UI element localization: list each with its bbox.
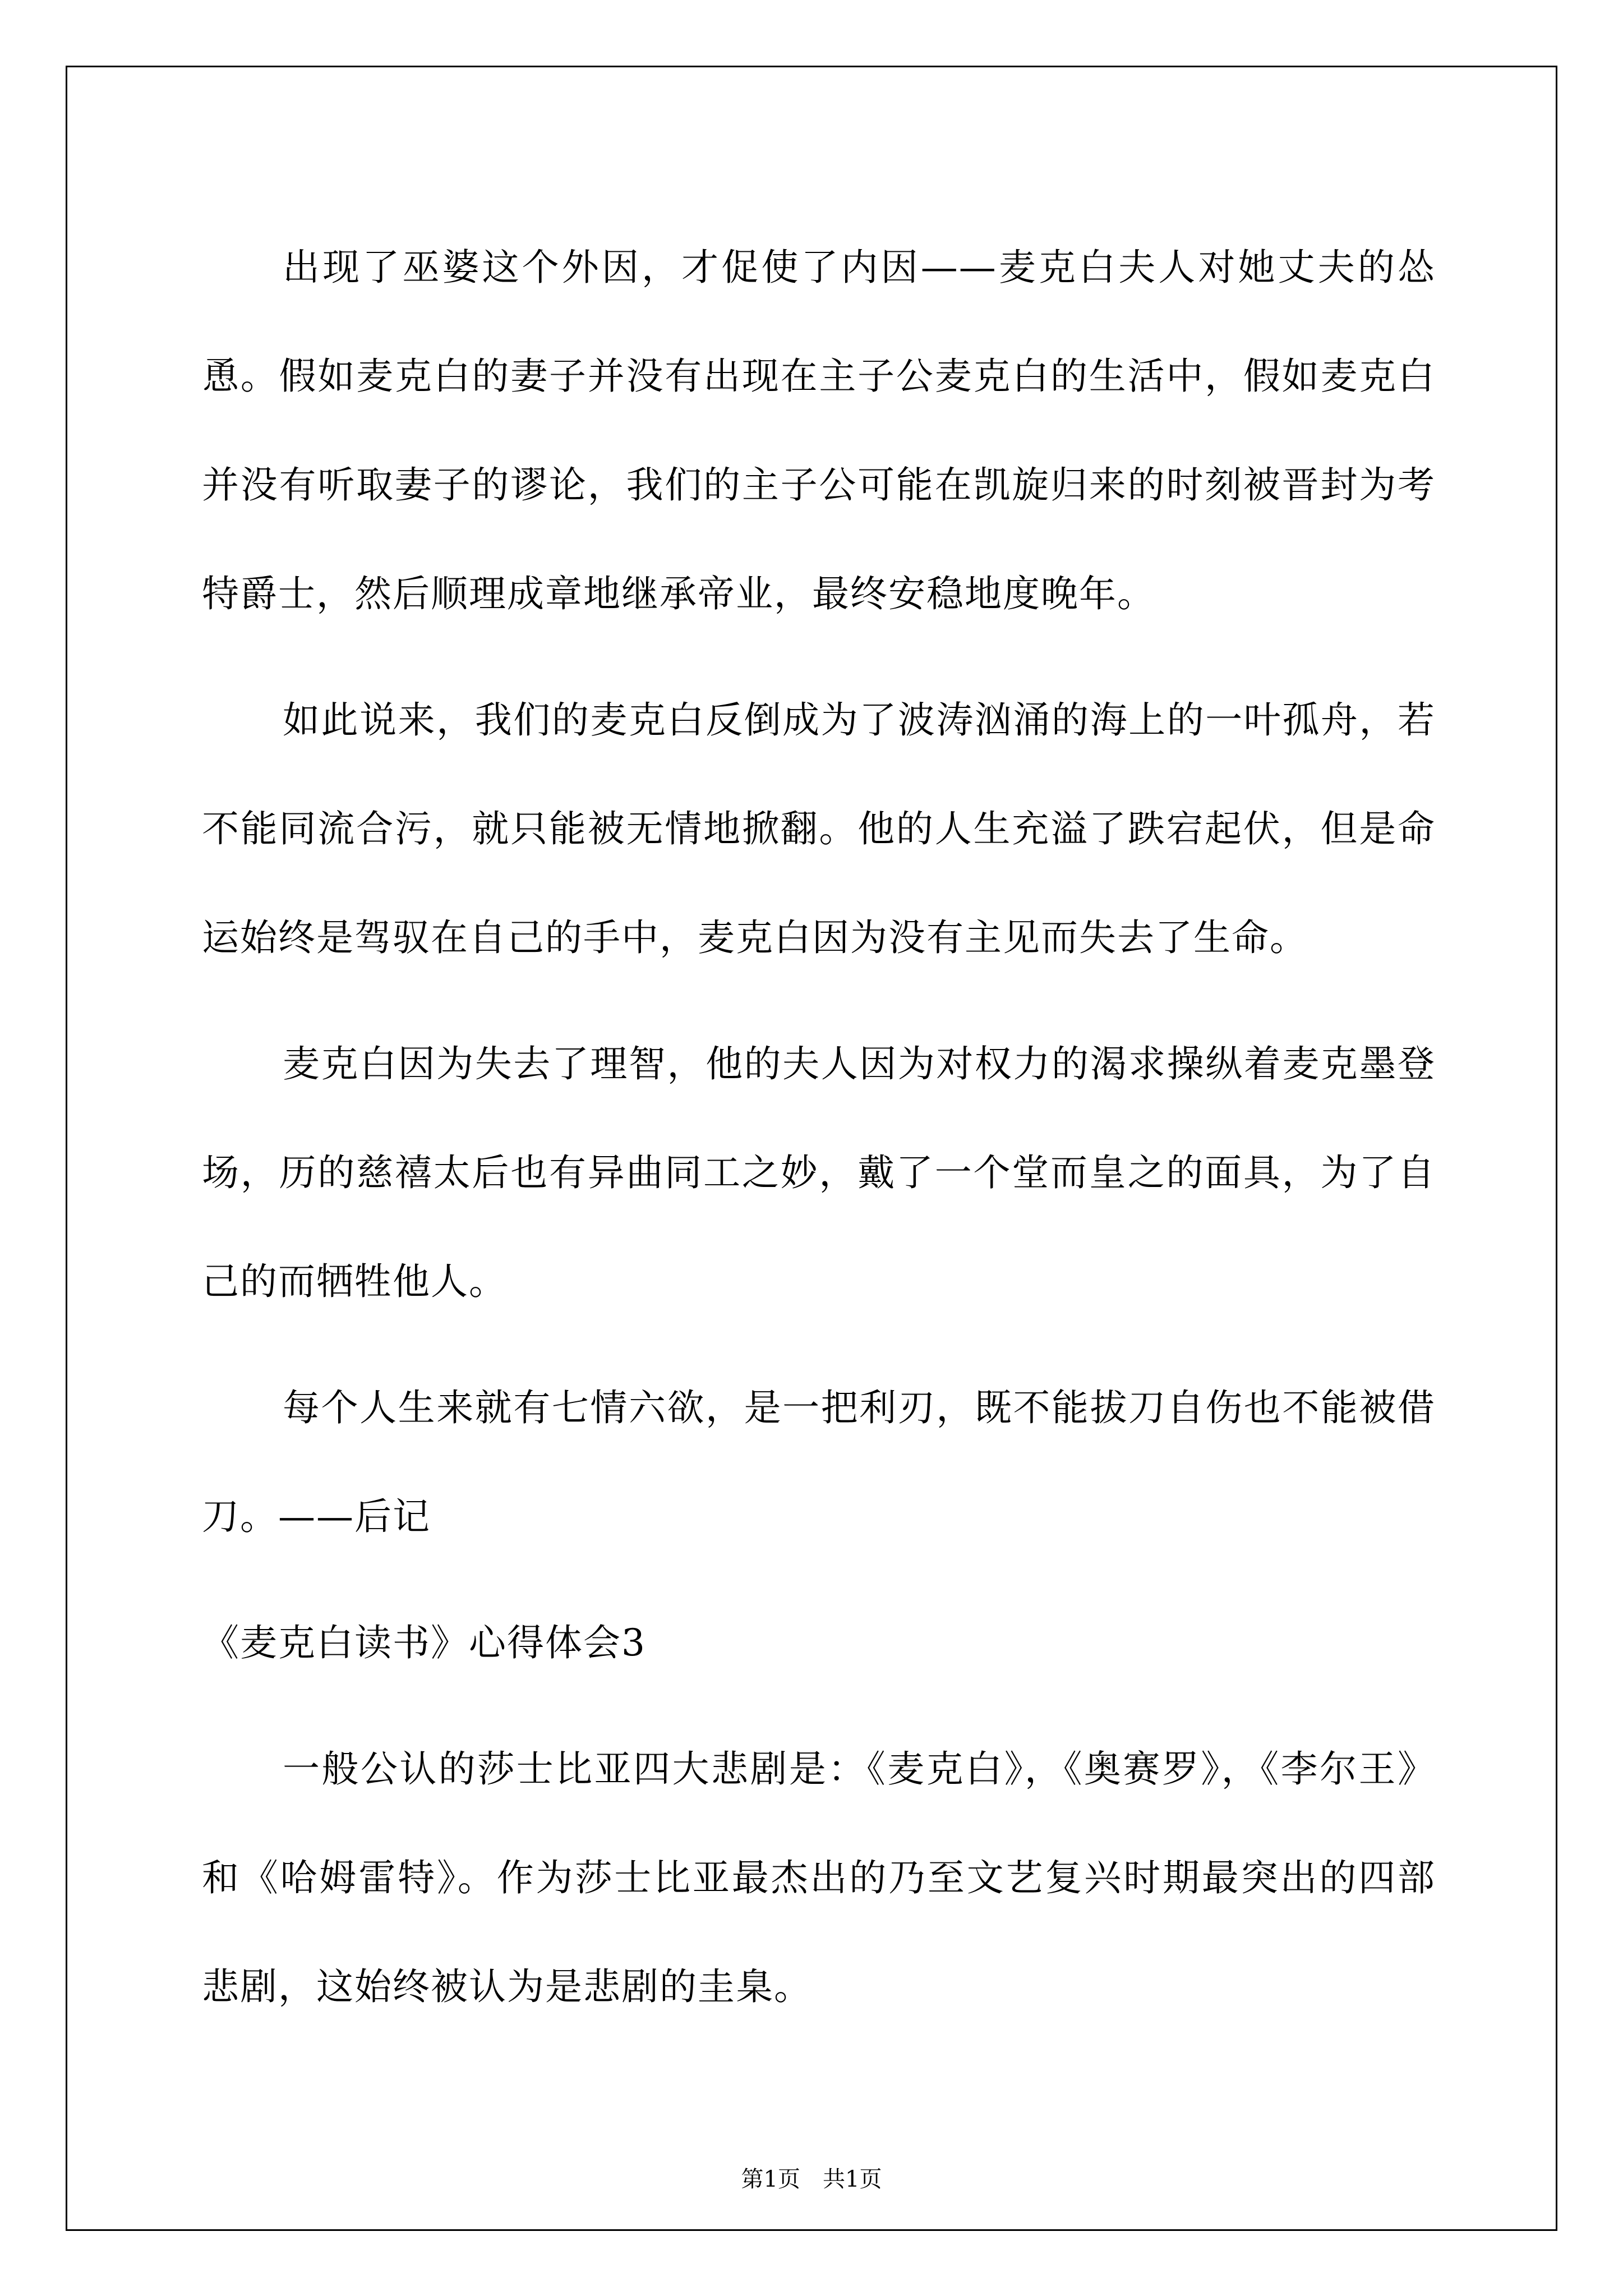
paragraph: 每个人生来就有七情六欲，是一把利刃，既不能拔刀自伤也不能被借刀。——后记 <box>202 1386 1436 1538</box>
section-title: 《麦克白读书》心得体会3 <box>202 1621 646 1664</box>
paragraph: 一般公认的莎士比亚四大悲剧是：《麦克白》，《奥赛罗》，《李尔王》和《哈姆雷特》。作为莎士比亚最杰出的乃至文艺复兴时期最突出的四部悲剧，这始终被认为是悲剧的圭臬。 <box>202 1747 1436 2008</box>
paragraph: 出现了巫婆这个外因，才促使了内因——麦克白夫人对她丈夫的怂恿。假如麦克白的妻子并没有出现在主子公麦克白的生活中，假如麦克白并没有听取妻子的谬论，我们的主子公可能在凯旋归来的时刻被晋封为考特爵士，然后顺理成章地继承帝业，最终安稳地度晚年。 <box>202 246 1436 615</box>
document-body <box>202 213 1436 2059</box>
paragraph: 麦克白因为失去了理智，他的夫人因为对权力的渴求操纵着麦克墨登场，历的慈禧太后也有异曲同工之妙，戴了一个堂而皇之的面具，为了自己的而牺牲他人。 <box>202 1042 1436 1303</box>
paragraph: 如此说来，我们的麦克白反倒成为了波涛汹涌的海上的一叶孤舟，若不能同流合污，就只能被无情地掀翻。他的人生充溢了跌宕起伏，但是命运始终是驾驭在自己的手中，麦克白因为没有主见而失去了生命。 <box>202 698 1436 959</box>
page-number-footer: 第1页 共1页 <box>741 2166 882 2192</box>
